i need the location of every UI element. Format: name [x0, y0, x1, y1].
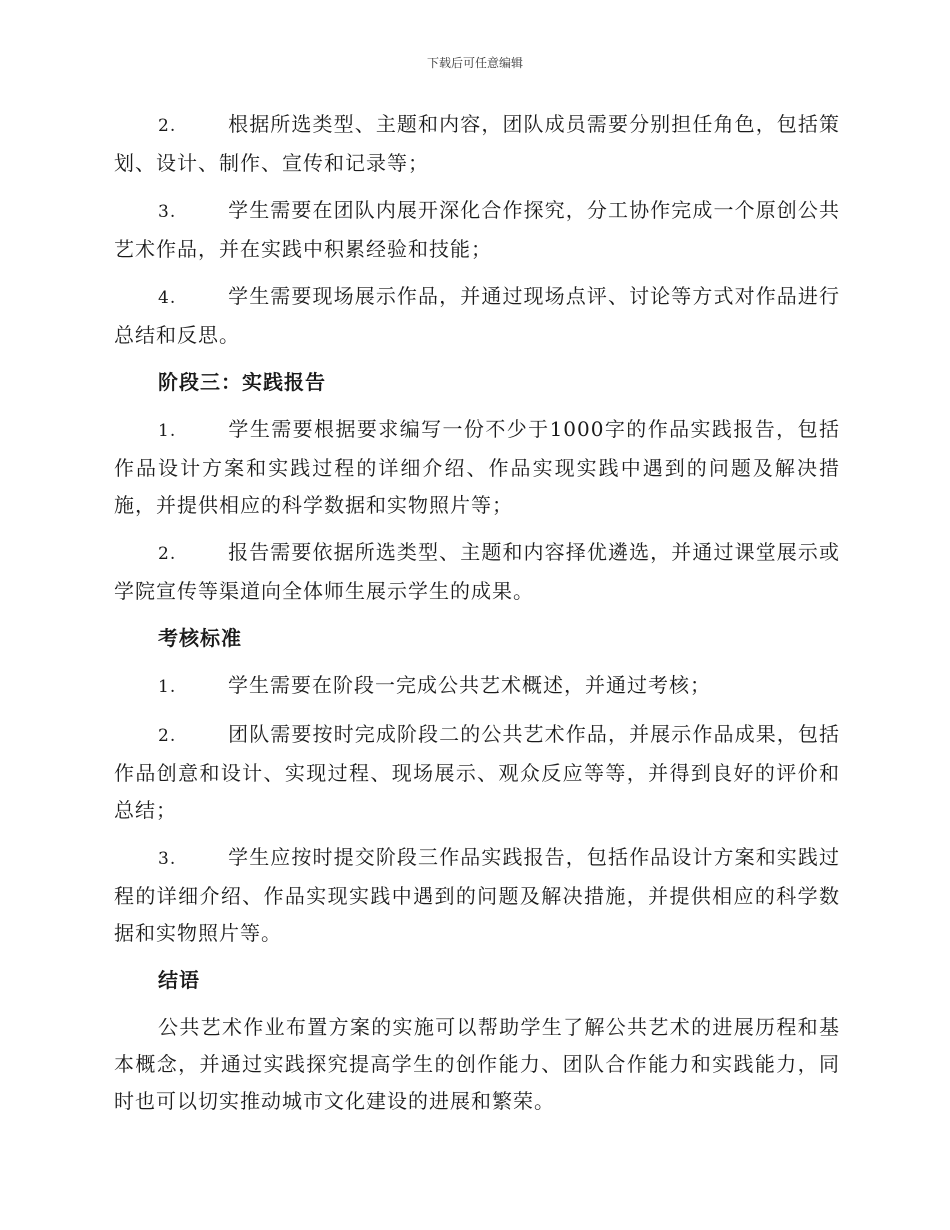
section-heading: 考核标准 — [158, 626, 242, 650]
document-body — [114, 106, 840, 1120]
list-number: 1. — [158, 677, 177, 697]
list-item — [114, 839, 840, 952]
conclusion-paragraph: 公共艺术作业布置方案的实施可以帮助学生了解公共艺术的进展历程和基本概念，并通过实践探究提高学生的创作能力、团队合作能力和实践能力，同时也可以切实推动城市文化建设的进展和繁荣。 — [114, 1015, 840, 1113]
section-heading: 结语 — [158, 968, 200, 992]
list-item — [114, 534, 840, 610]
list-text: 学生应按时提交阶段三作品实践报告，包括作品设计方案和实践过程的详细介绍、作品实现实践中遇到的问题及解决措施，并提供相应的科学数据和实物照片等。 — [114, 845, 840, 945]
list-number: 2. — [158, 116, 177, 136]
list-number: 4. — [158, 288, 177, 308]
list-number: 2. — [158, 544, 177, 564]
list-item — [114, 278, 840, 354]
list-text: 学生需要现场展示作品，并通过现场点评、讨论等方式对作品进行总结和反思。 — [114, 284, 840, 347]
list-item — [114, 411, 840, 524]
list-text: 学生需要在阶段一完成公共艺术概述，并通过考核； — [228, 673, 711, 697]
list-text: 根据所选类型、主题和内容，团队成员需要分别担任角色，包括策划、设计、制作、宣传和记录等； — [114, 112, 840, 175]
list-text: 学生需要根据要求编写一份不少于1000字的作品实践报告，包括作品设计方案和实践过程的详细介绍、作品实现实践中遇到的问题及解决措施，并提供相应的科学数据和实物照片等； — [114, 417, 840, 517]
section-heading: 阶段三：实践报告 — [158, 370, 326, 394]
list-text: 团队需要按时完成阶段二的公共艺术作品，并展示作品成果，包括作品创意和设计、实现过程、现场展示、观众反应等等，并得到良好的评价和总结； — [114, 722, 840, 822]
list-item — [114, 192, 840, 268]
list-item — [114, 716, 840, 829]
page-header: 下载后可任意编辑 — [426, 56, 523, 70]
list-item — [114, 106, 840, 182]
list-text: 学生需要在团队内展开深化合作探究，分工协作完成一个原创公共艺术作品，并在实践中积累经验和技能； — [114, 198, 840, 261]
list-number: 3. — [158, 849, 177, 869]
list-number: 1. — [158, 421, 177, 441]
list-text: 报告需要依据所选类型、主题和内容择优遴选，并通过课堂展示或学院宣传等渠道向全体师生展示学生的成果。 — [114, 540, 840, 603]
list-number: 2. — [158, 726, 177, 746]
list-number: 3. — [158, 202, 177, 222]
list-item — [114, 667, 840, 706]
